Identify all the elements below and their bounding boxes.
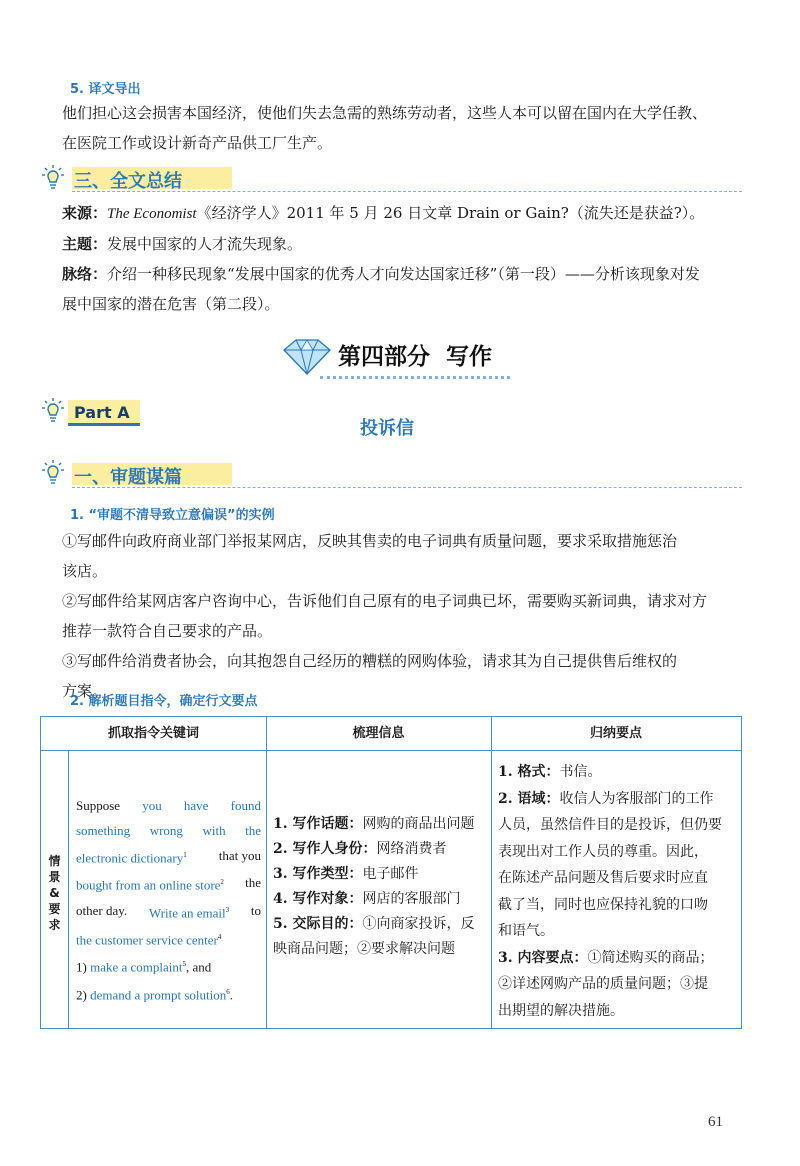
review-subheading-2: 2. 解析题目指令，确定行文要点 xyxy=(70,694,258,709)
keyword: electronic dictionary xyxy=(76,850,184,866)
review-subheading-1: 1. “审题不清导致立意偏误”的实例 xyxy=(70,508,275,523)
column-divider xyxy=(266,717,267,1028)
review-item-line: 推荐一款符合自己要求的产品。 xyxy=(62,622,273,640)
review-items xyxy=(62,526,744,706)
part-title-underline xyxy=(320,376,510,379)
row-label-char: 景 xyxy=(48,870,61,884)
point-line: 表现出对工作人员的尊重。因此， xyxy=(498,843,708,860)
instruction-line xyxy=(76,980,261,1007)
keyword: with xyxy=(202,823,226,838)
word: 1) xyxy=(76,959,87,975)
point-text: 收信人为客服部门的工作 xyxy=(559,790,714,807)
summary-body xyxy=(62,198,744,319)
paragraph-line: 他们担心这会损害本国经济，使他们失去急需的熟练劳动者，这些人本可以留在国内在大学任教、 xyxy=(62,104,708,122)
part-a-badge: Part A xyxy=(68,400,140,426)
info-label: 5. 交际目的： xyxy=(273,916,363,932)
word: other day. xyxy=(76,902,128,918)
table-header-points: 归纳要点 xyxy=(589,726,642,741)
point-line: 出期望的解决措施。 xyxy=(498,1002,624,1019)
keyword: something xyxy=(76,823,131,838)
instruction-text xyxy=(76,793,261,1007)
point-text: 书信。 xyxy=(559,764,602,780)
point-line: 在陈述产品问题及售后要求时应直 xyxy=(498,870,708,886)
lightbulb-icon xyxy=(42,397,64,423)
info-text: 网购的商品出问题 xyxy=(362,816,475,832)
source-publication: The Economist xyxy=(107,206,197,222)
info-item xyxy=(273,912,488,937)
table-header-info: 梳理信息 xyxy=(352,726,405,741)
keyword: bought from an online store xyxy=(76,877,221,893)
info-label: 2. 写作人身份： xyxy=(273,841,377,857)
info-item xyxy=(273,937,488,962)
footnote-mark: 5 xyxy=(182,960,187,969)
point-line: 人员，虽然信件目的是投诉，但仍要 xyxy=(498,817,722,833)
info-text: 电子邮件 xyxy=(362,866,419,882)
instruction-line xyxy=(76,898,261,925)
point-line: 截了当，同时也应保持礼貌的口吻 xyxy=(498,896,708,913)
word: that you xyxy=(218,848,261,863)
instruction-line xyxy=(76,793,261,818)
row-label-char: 要 xyxy=(48,902,61,916)
point-label: 3. 内容要点： xyxy=(498,949,588,966)
info-item xyxy=(273,812,488,837)
analysis-table xyxy=(40,716,742,1029)
keyword: you xyxy=(142,798,162,813)
row-label-char: 情 xyxy=(48,854,61,868)
point-line: ②详述网购产品的质量问题；③提 xyxy=(498,976,708,992)
keyword: wrong xyxy=(149,823,183,838)
keyword: found xyxy=(230,798,261,813)
footnote-mark: 4 xyxy=(217,932,222,941)
point-label: 2. 语域： xyxy=(498,790,560,807)
part-title: 第四部分 写作 xyxy=(338,344,493,370)
row-label-divider xyxy=(68,751,69,1028)
lightbulb-icon xyxy=(42,459,64,485)
instruction-line xyxy=(76,952,261,979)
info-item xyxy=(273,862,488,887)
section-title: 一、审题谋篇 xyxy=(74,467,182,488)
table-header-row xyxy=(41,717,741,751)
word: 2) xyxy=(76,986,87,1002)
review-section-header xyxy=(42,459,742,489)
instruction-line xyxy=(76,925,261,952)
point-line xyxy=(498,945,738,972)
footnote-mark: 1 xyxy=(183,851,187,859)
source-label: 来源： xyxy=(62,204,108,222)
point-label: 1. 格式： xyxy=(498,764,560,780)
translation-paragraph xyxy=(62,98,744,158)
info-text: 网络消费者 xyxy=(376,841,447,857)
point-line xyxy=(498,759,738,786)
part-a-title: 投诉信 xyxy=(360,418,414,439)
column-divider xyxy=(491,717,492,1028)
row-label-char: & xyxy=(49,886,60,900)
summary-section-header xyxy=(42,164,742,194)
review-item-line: ②写邮件给某网店客户咨询中心，告诉他们自己原有的电子词典已坏，需要购买新词典，请求对方 xyxy=(62,592,708,610)
review-item-line: ①写邮件向政府商业部门举报某网店，反映其售卖的电子词典有质量问题，要求采取措施惩治 xyxy=(62,532,678,550)
info-text: ①向商家投诉，反 xyxy=(362,916,475,932)
outline-text: 介绍一种移民现象“发展中国家的优秀人才向发达国家迁移”（第一段）——分析该现象对发 xyxy=(107,265,700,283)
paragraph-line: 在医院工作或设计新奇产品供工厂生产。 xyxy=(62,134,333,152)
info-text: 网店的客服部门 xyxy=(362,891,461,907)
section-subheading: 5. 译文导出 xyxy=(70,82,141,97)
point-line: 和语气。 xyxy=(498,923,554,939)
row-label xyxy=(41,853,68,933)
source-text: 《经济学人》2011 年 5 月 26 日文章 Drain or Gain?（流失还是获益?）。 xyxy=(196,204,705,222)
info-item xyxy=(273,837,488,862)
outline-line xyxy=(62,259,744,289)
info-list xyxy=(273,812,488,962)
point-text: ①简述购买的商品； xyxy=(587,949,714,966)
word: the xyxy=(245,875,261,891)
keyword: Write an email xyxy=(148,904,226,920)
instruction-line xyxy=(76,818,261,843)
instruction-line xyxy=(76,843,261,870)
page-number: 61 xyxy=(708,1114,723,1130)
lightbulb-icon xyxy=(42,164,64,190)
point-line xyxy=(498,786,738,813)
row-label-char: 求 xyxy=(48,918,61,932)
instruction-line xyxy=(76,870,261,897)
theme-text: 发展中国家的人才流失现象。 xyxy=(107,235,303,253)
info-label: 1. 写作话题： xyxy=(273,816,363,832)
outline-label: 脉络： xyxy=(62,265,108,283)
info-label: 4. 写作对象： xyxy=(273,891,363,907)
summary-points xyxy=(498,759,738,1024)
review-item-line: 方案。 xyxy=(62,682,108,700)
review-item-line: ③写邮件给消费者协会，向其抱怨自己经历的糟糕的网购体验，请求其为自己提供售后维权的 xyxy=(62,652,678,670)
outline-line-cont: 展中国家的潜在危害（第二段）。 xyxy=(62,295,280,313)
section-title: 三、全文总结 xyxy=(74,171,182,192)
keyword: the xyxy=(245,823,261,838)
diamond-icon xyxy=(280,338,334,376)
footnote-mark: 2 xyxy=(220,878,224,887)
source-line xyxy=(62,198,744,229)
info-item xyxy=(273,887,488,912)
keyword: have xyxy=(183,798,209,813)
keyword: demand a prompt solution xyxy=(90,986,227,1002)
info-text: 映商品问题；②要求解决问题 xyxy=(273,941,455,957)
section-divider xyxy=(72,191,742,192)
footnote-mark: 6 xyxy=(226,987,230,996)
theme-label: 主题： xyxy=(62,235,108,253)
word: Suppose xyxy=(76,798,121,813)
theme-line xyxy=(62,229,744,259)
footnote-mark: 3 xyxy=(225,905,230,914)
word: to xyxy=(250,902,261,918)
review-item-line: 该店。 xyxy=(62,562,108,580)
part-header xyxy=(280,332,520,388)
table-header-keywords: 抓取指令关键词 xyxy=(107,726,199,741)
info-label: 3. 写作类型： xyxy=(273,866,363,882)
keyword: make a complaint xyxy=(90,959,183,975)
word: , and xyxy=(186,959,212,975)
section-divider xyxy=(72,487,742,488)
keyword: the customer service center xyxy=(76,932,218,948)
word: . xyxy=(229,986,233,1002)
